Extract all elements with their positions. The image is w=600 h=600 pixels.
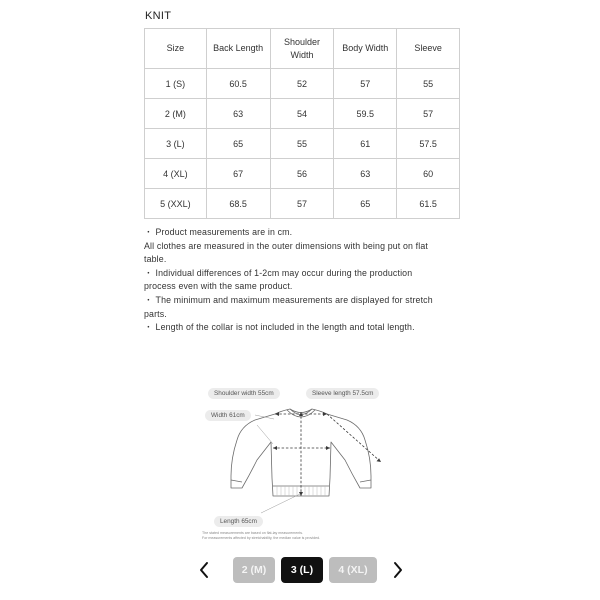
size-option-4-xl[interactable]: 4 (XL) xyxy=(329,557,377,583)
measurement-notes xyxy=(144,226,464,335)
shoulder-width-label: Shoulder width 55cm xyxy=(208,388,280,399)
measurement-diagram xyxy=(195,378,405,548)
fine-print-note: For measurements affected by stretchability, the median value is provided. xyxy=(202,536,321,540)
cell-shoulder-width: 55 xyxy=(270,129,334,159)
cell-shoulder-width: 52 xyxy=(270,69,334,99)
header-back-length: Back Length xyxy=(206,29,270,69)
cell-size: 5 (XXL) xyxy=(145,189,207,219)
cell-size: 3 (L) xyxy=(145,129,207,159)
size-pager xyxy=(195,557,407,585)
note-line: ・ Individual differences of 1-2cm may occur during the production xyxy=(144,267,413,278)
table-header-row xyxy=(145,29,460,69)
cell-sleeve: 57 xyxy=(397,99,460,129)
cell-body-width: 61 xyxy=(334,129,397,159)
cell-sleeve: 55 xyxy=(397,69,460,99)
note-line: ・ Product measurements are in cm. xyxy=(144,227,293,237)
sleeve-length-label: Sleeve length 57.5cm xyxy=(306,388,379,399)
cell-sleeve: 61.5 xyxy=(397,189,460,219)
cell-body-width: 63 xyxy=(334,159,397,189)
width-label: Width 61cm xyxy=(205,410,251,421)
cell-body-width: 65 xyxy=(334,189,397,219)
cell-back-length: 68.5 xyxy=(206,189,270,219)
note-line: ・ The minimum and maximum measurements are displayed for stretch xyxy=(144,294,433,305)
note-line: ・ Length of the collar is not included in the length and total length. xyxy=(144,322,415,333)
size-option-3-l[interactable]: 3 (L) xyxy=(281,557,323,583)
note-line: process even with the same product. xyxy=(144,281,293,292)
cell-back-length: 60.5 xyxy=(206,69,270,99)
chevron-left-icon[interactable] xyxy=(197,560,211,580)
size-option-2-m[interactable]: 2 (M) xyxy=(233,557,275,583)
header-size: Size xyxy=(145,29,207,69)
table-row xyxy=(145,189,460,219)
length-label: Length 65cm xyxy=(214,516,263,527)
cell-size: 2 (M) xyxy=(145,99,207,129)
page-title: KNIT xyxy=(145,10,172,22)
table-row xyxy=(145,99,460,129)
header-sleeve: Sleeve xyxy=(397,29,460,69)
cell-back-length: 63 xyxy=(206,99,270,129)
chevron-right-icon[interactable] xyxy=(391,560,405,580)
cell-body-width: 57 xyxy=(334,69,397,99)
cell-shoulder-width: 56 xyxy=(270,159,334,189)
note-line: table. xyxy=(144,254,167,265)
size-table xyxy=(144,28,460,219)
cell-back-length: 67 xyxy=(206,159,270,189)
table-row xyxy=(145,159,460,189)
table-row xyxy=(145,129,460,159)
cell-sleeve: 57.5 xyxy=(397,129,460,159)
note-line: All clothes are measured in the outer dimensions with being put on flat xyxy=(144,240,428,251)
cell-size: 4 (XL) xyxy=(145,159,207,189)
cell-shoulder-width: 57 xyxy=(270,189,334,219)
fine-print-note: The stated measurements are based on flat-lay measurements. xyxy=(202,531,304,535)
table-row xyxy=(145,69,460,99)
note-line: parts. xyxy=(144,308,167,319)
cell-sleeve: 60 xyxy=(397,159,460,189)
header-body-width: Body Width xyxy=(334,29,397,69)
header-shoulder-width: Shoulder Width xyxy=(270,29,334,69)
cell-size: 1 (S) xyxy=(145,69,207,99)
cell-shoulder-width: 54 xyxy=(270,99,334,129)
cell-back-length: 65 xyxy=(206,129,270,159)
cell-body-width: 59.5 xyxy=(334,99,397,129)
